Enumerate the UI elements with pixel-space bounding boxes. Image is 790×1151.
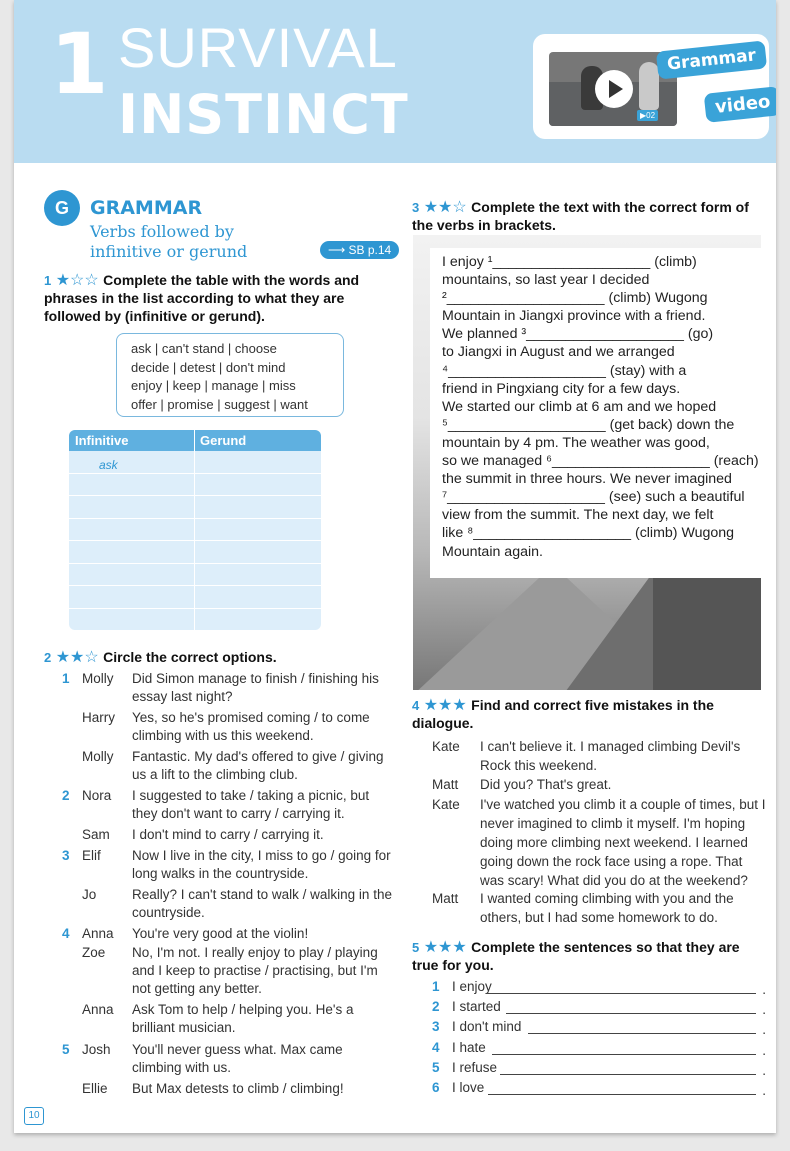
text-line: mountain by 4 pm. The weather was good, — [442, 434, 710, 451]
dialogue-line[interactable] — [62, 1001, 402, 1037]
exercise-number: 3 — [412, 200, 420, 215]
dialogue-line[interactable] — [62, 1041, 402, 1077]
gap-fill-text — [430, 248, 762, 578]
video-badge: ▶02 — [637, 110, 658, 121]
text-line[interactable]: I enjoy ¹____________________ (climb) — [442, 254, 697, 270]
dialogue-text: Yes, so he's promised coming / to come climbing with us this weekend. — [132, 710, 370, 743]
exercise-number: 4 — [412, 698, 420, 713]
item-number: 5 — [62, 1042, 70, 1057]
word-list-line: offer | promise | suggest | want — [131, 396, 308, 412]
dialogue-line[interactable] — [432, 889, 772, 927]
text-line[interactable]: We planned ³____________________ (go) — [442, 326, 714, 343]
example-answer: ask — [99, 458, 118, 472]
speaker: Sam — [82, 827, 110, 842]
text-line[interactable]: ⁵____________________ (get back) down the — [442, 416, 735, 433]
sentence-item[interactable] — [432, 979, 772, 997]
speaker: Jo — [82, 887, 97, 902]
unit-title-line1: SURVIVAL — [118, 16, 398, 79]
dialogue-text: You'll never guess what. Max came climbing with us. — [132, 1042, 343, 1075]
exercise-instruction: Complete the text with the correct form of the verbs in brackets. — [412, 199, 749, 233]
infinitive-gerund-table — [69, 430, 321, 630]
text-line[interactable]: ²____________________ (climb) Wugong — [442, 290, 708, 307]
speaker: Josh — [82, 1042, 111, 1057]
sentence-item[interactable] — [432, 1019, 772, 1037]
dialogue-text: You're very good at the violin! — [132, 926, 309, 941]
answer-line[interactable] — [506, 1013, 756, 1014]
dialogue-line[interactable] — [62, 748, 402, 784]
workbook-page — [14, 0, 776, 1133]
item-number: 5 — [432, 1060, 440, 1075]
answer-line[interactable] — [500, 1074, 756, 1075]
video-label-video: video — [704, 86, 776, 123]
speaker: Matt — [432, 891, 459, 906]
table-row[interactable] — [69, 519, 321, 542]
sentence-stem: I enjoy — [452, 979, 492, 994]
item-number: 3 — [62, 848, 70, 863]
column-header-infinitive: Infinitive — [75, 433, 129, 448]
full-stop: . — [762, 982, 766, 997]
sentence-item[interactable] — [432, 1080, 772, 1098]
word-list-line: enjoy | keep | manage | miss — [131, 378, 296, 393]
table-row[interactable] — [69, 564, 321, 587]
exercise-number: 1 — [44, 273, 52, 288]
difficulty-stars: ★★★ — [423, 939, 467, 956]
speaker: Anna — [82, 1002, 114, 1017]
item-number: 6 — [432, 1080, 440, 1095]
text-line[interactable]: like ⁸____________________ (climb) Wugong — [442, 525, 735, 542]
text-line: mountains, so last year I decided — [442, 272, 650, 289]
sentence-item[interactable] — [432, 999, 772, 1017]
word-list-line: ask | can't stand | choose — [131, 341, 277, 356]
dialogue-line[interactable] — [62, 886, 402, 922]
exercise-4-dialogue — [432, 737, 772, 927]
video-label-grammar: Grammar — [656, 40, 767, 79]
exercise-instruction: Circle the correct options. — [103, 649, 277, 665]
difficulty-stars: ★★★ — [423, 697, 467, 714]
exercise-instruction: Complete the table with the words and phrases in the list according to what they are followed by (infinitive or gerund). — [44, 272, 360, 324]
speaker: Molly — [82, 671, 114, 686]
sentence-stem: I don't mind — [452, 1019, 522, 1034]
dialogue-text: Really? I can't stand to walk / walking in the countryside. — [132, 887, 392, 920]
speaker: Kate — [432, 797, 460, 812]
full-stop: . — [762, 1002, 766, 1017]
exercise-2-dialogues — [62, 670, 402, 1100]
table-row[interactable] — [69, 496, 321, 519]
item-number: 2 — [432, 999, 440, 1014]
table-row[interactable] — [69, 586, 321, 609]
sentence-item[interactable] — [432, 1060, 772, 1078]
answer-line[interactable] — [486, 993, 756, 994]
table-row[interactable] — [69, 474, 321, 497]
item-number: 1 — [62, 671, 70, 686]
text-line: to Jiangxi in August and we arranged — [442, 344, 675, 361]
dialogue-line[interactable] — [62, 847, 402, 883]
table-header — [69, 430, 321, 451]
speaker: Anna — [82, 926, 114, 941]
sentence-stem: I refuse — [452, 1060, 498, 1075]
sentence-item[interactable] — [432, 1040, 772, 1058]
exercise-instruction: Complete the sentences so that they are true for you. — [412, 939, 740, 973]
section-subtitle: Verbs followed by infinitive or gerund — [90, 222, 248, 261]
word-list-line: decide | detest | don't mind — [131, 359, 286, 375]
grammar-video-card[interactable] — [533, 34, 772, 139]
exercise-2-heading — [44, 647, 364, 667]
dialogue-text: No, I'm not. I really enjoy to play / playing and I keep to practise / practising, but I'm not getting any better. — [132, 945, 378, 996]
answer-line[interactable] — [528, 1033, 756, 1034]
answer-line[interactable] — [488, 1094, 756, 1095]
item-number: 1 — [432, 979, 440, 994]
speaker: Molly — [82, 749, 114, 764]
text-line: Mountain again. — [442, 543, 543, 560]
dialogue-line[interactable] — [62, 826, 402, 844]
difficulty-stars: ★★☆ — [55, 649, 99, 666]
dialogue-line[interactable] — [62, 925, 402, 943]
exercise-5-heading — [412, 937, 762, 975]
text-line[interactable]: so we managed ⁶____________________ (reach) — [442, 453, 759, 470]
character-figure — [639, 62, 659, 110]
table-row[interactable] — [69, 541, 321, 564]
unit-number: 1 — [50, 15, 109, 113]
item-number: 3 — [432, 1019, 440, 1034]
sentence-stem: I started — [452, 999, 501, 1014]
dialogue-text: Now I live in the city, I miss to go / going for long walks in the countryside. — [132, 848, 391, 881]
dialogue-text: Ask Tom to help / helping you. He's a brilliant musician. — [132, 1002, 354, 1035]
exercise-instruction: Find and correct five mistakes in the dialogue. — [412, 697, 714, 731]
dialogue-line[interactable] — [432, 775, 772, 794]
dialogue-line[interactable] — [62, 1080, 402, 1098]
full-stop: . — [762, 1022, 766, 1037]
full-stop: . — [762, 1083, 766, 1098]
speaker: Nora — [82, 788, 112, 803]
difficulty-stars: ★☆☆ — [55, 272, 99, 289]
dialogue-text: Did Simon manage to finish / finishing his essay last night? — [132, 671, 379, 704]
dialogue-line[interactable] — [62, 944, 402, 998]
sentence-stem: I hate — [452, 1040, 486, 1055]
text-line[interactable]: ⁴____________________ (stay) with a — [442, 362, 687, 379]
item-number: 2 — [62, 788, 70, 803]
dialogue-text: But Max detests to climb / climbing! — [132, 1081, 344, 1096]
students-book-ref[interactable]: ⟶ SB p.14 — [320, 241, 399, 259]
dialogue-text: I wanted coming climbing with you and the others, but I had some homework to do. — [480, 891, 734, 925]
text-line[interactable]: ⁷____________________ (see) such a beautiful — [442, 489, 745, 506]
dialogue-text: I've watched you climb it a couple of times, but I never imagined to climb it myself. I'm hoping doing more climbing next weekend. I learned going down the rock face using a rope. That was scary! What did you do at the weekend? — [480, 797, 766, 888]
dialogue-line[interactable] — [62, 787, 402, 823]
dialogue-text: Did you? That's great. — [480, 777, 612, 792]
grammar-section-icon: G — [44, 190, 80, 226]
dialogue-line[interactable] — [62, 709, 402, 745]
text-line: We started our climb at 6 am and we hoped — [442, 398, 717, 415]
item-number: 4 — [432, 1040, 440, 1055]
speaker: Elif — [82, 848, 101, 863]
exercise-4-heading — [412, 695, 762, 733]
exercise-3-heading — [412, 197, 762, 235]
dialogue-line[interactable] — [432, 795, 772, 890]
exercise-number: 2 — [44, 650, 52, 665]
exercise-1-heading — [44, 270, 364, 326]
column-header-gerund: Gerund — [200, 433, 247, 448]
table-divider — [194, 430, 195, 630]
text-line: friend in Pingxiang city for a few days. — [442, 380, 681, 397]
unit-banner — [14, 0, 776, 163]
section-title: GRAMMAR — [90, 197, 203, 219]
answer-line[interactable] — [492, 1054, 756, 1055]
text-line: Mountain in Jiangxi province with a friend. — [442, 308, 706, 325]
speaker: Zoe — [82, 945, 106, 960]
speaker: Ellie — [82, 1081, 108, 1096]
unit-title-line2: INSTINCT — [118, 83, 409, 146]
dialogue-text: I can't believe it. I managed climbing Devil's Rock this weekend. — [480, 739, 741, 773]
dialogue-text: I don't mind to carry / carrying it. — [132, 827, 324, 842]
dialogue-text: Fantastic. My dad's offered to give / giving us a lift to the climbing club. — [132, 749, 384, 782]
text-line: the summit in three hours. We never imagined — [442, 471, 732, 488]
page-number: 10 — [24, 1107, 44, 1125]
exercise-number: 5 — [412, 940, 420, 955]
play-icon[interactable] — [595, 70, 633, 108]
speaker: Matt — [432, 777, 459, 792]
difficulty-stars: ★★☆ — [423, 199, 467, 216]
dialogue-text: I suggested to take / taking a picnic, but they don't want to carry / carrying it. — [132, 788, 370, 821]
full-stop: . — [762, 1043, 766, 1058]
dialogue-line[interactable] — [62, 670, 402, 706]
item-number: 4 — [62, 926, 70, 941]
speaker: Harry — [82, 710, 115, 725]
sentence-stem: I love — [452, 1080, 485, 1095]
full-stop: . — [762, 1063, 766, 1078]
dialogue-line[interactable] — [432, 737, 772, 775]
word-list-box — [116, 333, 344, 417]
text-line: view from the summit. The next day, we felt — [442, 507, 714, 524]
speaker: Kate — [432, 739, 460, 754]
